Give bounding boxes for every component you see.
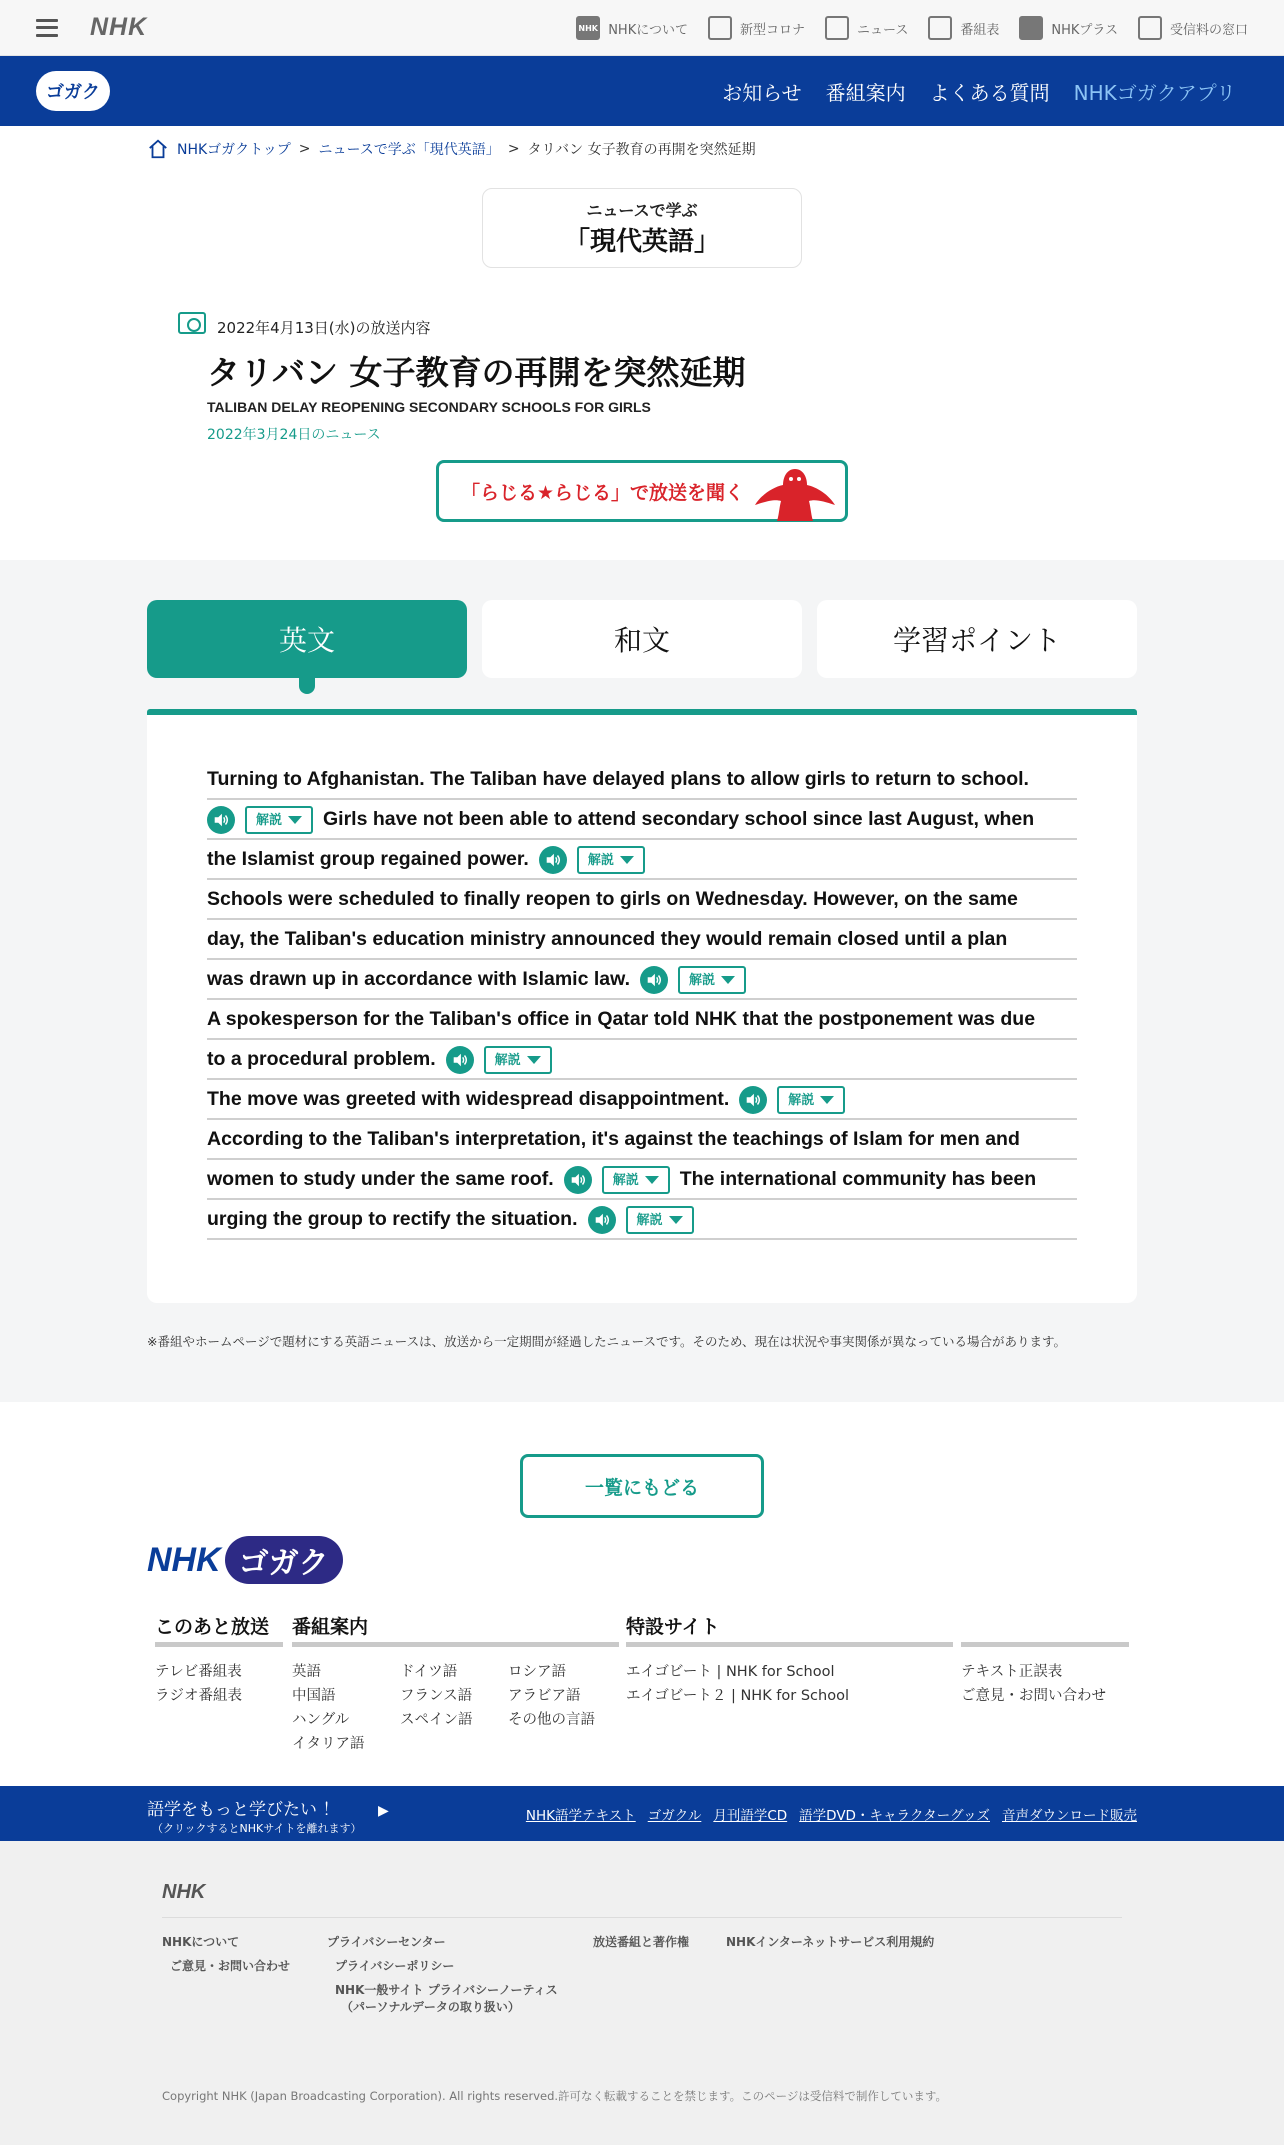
promo-links [526, 1804, 1137, 1824]
breadcrumb-separator: > [507, 141, 520, 157]
explanation-toggle-label: 解説 [255, 812, 282, 828]
listen-radiru-button[interactable] [436, 460, 848, 522]
footer-heading-special: 特設サイト [626, 1616, 720, 1638]
breadcrumb [147, 138, 756, 160]
fee-icon [1138, 16, 1162, 40]
nhkplus-icon [1019, 16, 1043, 40]
promo-link[interactable]: 語学DVD・キャラクターグッズ [799, 1808, 990, 1824]
footer-link-language[interactable]: アラビア語 [508, 1688, 581, 1704]
explanation-toggle-label: 解説 [688, 972, 715, 988]
gfooter-link-copyright[interactable]: 放送番組と著作権 [593, 1935, 690, 1949]
article-line [207, 1160, 1077, 1200]
footer-heading-upcoming: このあと放送 [155, 1616, 270, 1638]
util-link-news[interactable] [825, 16, 908, 40]
explanation-toggle-label: 解説 [636, 1212, 663, 1228]
footer-link-language[interactable]: 中国語 [292, 1688, 336, 1704]
home-icon [147, 138, 169, 160]
explanation-toggle-label: 解説 [612, 1172, 639, 1188]
gogaku-logo[interactable]: ゴガク [36, 71, 110, 111]
footer-logo[interactable] [147, 1536, 343, 1584]
nav-link-news[interactable]: お知らせ [722, 80, 802, 105]
explanation-toggle-button[interactable] [245, 806, 313, 834]
footer-rule [626, 1642, 953, 1647]
sentence-text: A spokesperson for the Taliban's office in Qatar told NHK that the postponement was due [207, 1008, 1036, 1031]
main-nav [0, 56, 1284, 126]
gfooter-link-about[interactable]: NHKについて [162, 1935, 240, 1949]
radio-icon [178, 312, 206, 334]
footer-link-contact[interactable]: ご意見・お問い合わせ [961, 1688, 1106, 1704]
footer-link-special[interactable]: エイゴビート | NHK for School [626, 1664, 835, 1680]
util-link-corona[interactable] [708, 16, 805, 40]
explanation-toggle-button[interactable] [484, 1046, 552, 1074]
breadcrumb-home[interactable]: NHKゴガクトップ [177, 142, 291, 158]
menu-icon[interactable] [36, 19, 58, 37]
footer-link-radio[interactable]: ラジオ番組表 [155, 1688, 242, 1704]
article-line [207, 840, 1077, 880]
promo-link[interactable]: NHK語学テキスト [525, 1808, 636, 1824]
util-link-label: 受信料の窓口 [1169, 22, 1248, 38]
footer-rule [292, 1642, 619, 1647]
sentence-text: urging the group to rectify the situation. [207, 1208, 578, 1231]
sentence-text: women to study under the same roof. [207, 1168, 554, 1191]
footer-heading-programs: 番組案内 [292, 1616, 369, 1638]
speaker-icon[interactable] [539, 846, 567, 874]
article-line [207, 920, 1077, 960]
explanation-toggle-label: 解説 [788, 1092, 815, 1108]
article-line [207, 1040, 1077, 1080]
global-footer-rule [162, 1917, 1122, 1918]
util-link-fee[interactable] [1138, 16, 1248, 40]
article-line [207, 1120, 1077, 1160]
footer-rule [961, 1642, 1129, 1647]
util-link-about[interactable] [576, 16, 688, 40]
chevron-down-icon [645, 1176, 659, 1184]
speaker-icon[interactable] [588, 1206, 616, 1234]
speaker-icon[interactable] [564, 1166, 592, 1194]
util-link-label: 新型コロナ [739, 22, 805, 38]
sentence-text: the Islamist group regained power. [207, 848, 529, 871]
sentence-text: Turning to Afghanistan. The Taliban have delayed plans to allow girls to return to school. [207, 768, 1029, 791]
explanation-toggle-button[interactable] [777, 1086, 845, 1114]
nav-link-faq[interactable]: よくある質問 [929, 80, 1050, 105]
footer-logo-gogaku: ゴガク [225, 1536, 343, 1584]
footer-link-errata[interactable]: テキスト正誤表 [961, 1664, 1063, 1680]
utility-nav [576, 0, 1248, 56]
breadcrumb-series[interactable]: ニュースで学ぶ「現代英語」 [318, 142, 500, 158]
footer-link-language[interactable]: フランス語 [400, 1688, 473, 1704]
copyright-text: Copyright NHK (Japan Broadcasting Corporation). All rights reserved.許可なく転載することを禁じます。このページは受信料で制作しています。 [162, 2089, 947, 2103]
promo-link[interactable]: ゴガクル [647, 1808, 702, 1824]
article-line [207, 960, 1077, 1000]
sentence-text: to a procedural problem. [207, 1048, 436, 1071]
util-link-label: 番組表 [960, 22, 1000, 38]
news-date: 2022年3月24日のニュース [207, 427, 381, 443]
utility-bar [0, 0, 1284, 56]
footer-link-language[interactable]: ドイツ語 [400, 1664, 458, 1680]
breadcrumb-current: タリバン 女子教育の再開を突然延期 [527, 142, 756, 158]
page-title-english: TALIBAN DELAY REOPENING SECONDARY SCHOOLS FOR GIRLS [207, 399, 651, 415]
play-arrow-icon[interactable]: ▶ [378, 1803, 389, 1819]
global-footer [0, 1841, 1284, 2145]
chevron-down-icon [669, 1216, 683, 1224]
speaker-icon[interactable] [446, 1046, 474, 1074]
promo-title[interactable]: 語学をもっと学びたい ！ [147, 1800, 340, 1820]
news-icon [825, 16, 849, 40]
footer-link-tv[interactable]: テレビ番組表 [155, 1664, 242, 1680]
footer-link-language[interactable]: その他の言語 [508, 1712, 595, 1728]
breadcrumb-separator: > [298, 141, 311, 157]
util-link-nhkplus[interactable] [1019, 16, 1118, 40]
series-logo[interactable] [482, 188, 802, 268]
gfooter-link-terms[interactable]: NHKインターネットサービス利用規約 [726, 1935, 935, 1949]
promo-banner [0, 1786, 1284, 1841]
sentence-text: According to the Taliban's interpretation, it's against the teachings of Islam for men and [207, 1128, 1020, 1151]
article-line [207, 800, 1077, 840]
series-logo-line1: ニュースで学ぶ [586, 201, 698, 220]
gfooter-link-privacy-notice-sub[interactable]: （パーソナルデータの取り扱い） [341, 2000, 520, 2014]
footer-link-language[interactable]: スペイン語 [400, 1712, 473, 1728]
speaker-icon[interactable] [207, 806, 235, 834]
broadcast-date: 2022年4月13日(水)の放送内容 [217, 319, 431, 337]
promo-link[interactable]: 月刊語学CD [713, 1808, 788, 1824]
nav-link-programs[interactable]: 番組案内 [825, 80, 906, 105]
nav-link-app[interactable]: NHKゴガクアプリ [1073, 80, 1236, 105]
footer-link-language[interactable]: 英語 [292, 1664, 321, 1680]
promo-link[interactable]: 音声ダウンロード販売 [1002, 1808, 1137, 1824]
util-link-label: NHKについて [608, 22, 688, 38]
article-line [207, 1000, 1077, 1040]
explanation-toggle-button[interactable] [678, 966, 746, 994]
gfooter-link-privacy-policy[interactable]: プライバシーポリシー [335, 1959, 455, 1973]
article-line [207, 1200, 1077, 1240]
gfooter-link-privacy-notice[interactable]: NHK一般サイト プライバシーノーティス [335, 1983, 558, 1997]
back-to-list-button[interactable]: 一覧にもどる [520, 1454, 764, 1518]
footer-link-language[interactable]: イタリア語 [292, 1736, 365, 1752]
nhk-logo[interactable]: NHK [90, 13, 148, 41]
sentence-text: Girls have not been able to attend secondary school since last August, when [323, 808, 1035, 831]
tab-japanese[interactable]: 和文 [482, 600, 802, 678]
chevron-down-icon [620, 856, 634, 864]
util-link-label: ニュース [856, 22, 909, 38]
sentence-text: The international community has been [679, 1168, 1037, 1191]
sentence-text: The move was greeted with widespread disappointment. [207, 1088, 730, 1111]
gfooter-link-contact[interactable]: ご意見・お問い合わせ [170, 1959, 291, 1973]
mascot-icon [753, 465, 837, 521]
global-footer-logo[interactable]: NHK [162, 1881, 206, 1903]
speaker-icon[interactable] [640, 966, 668, 994]
main-nav-links [722, 56, 1236, 126]
article-line [207, 1080, 1077, 1120]
footer-link-special[interactable]: エイゴビート２ | NHK for School [626, 1688, 849, 1704]
gfooter-link-privacy-center[interactable]: プライバシーセンター [327, 1935, 446, 1949]
chevron-down-icon [527, 1056, 541, 1064]
explanation-toggle-button[interactable] [626, 1206, 694, 1234]
schedule-icon [928, 16, 952, 40]
tab-english[interactable]: 英文 [147, 600, 467, 678]
sentence-text: day, the Taliban's education ministry announced they would remain closed until a plan [207, 928, 1008, 951]
article-line [207, 760, 1077, 800]
promo-subtitle: （クリックするとNHKサイトを離れます） [152, 1822, 362, 1835]
notice-text: ※番組やホームページで題材にする英語ニュースは、放送から一定期間が経過したニュースです。そのため、現在は状況や事実関係が異なっている場合があります。 [147, 1334, 1066, 1349]
chevron-down-icon [288, 816, 302, 824]
footer-logo-nhk: NHK [147, 1540, 221, 1579]
listen-button-label: 「らじる★らじる」で放送を聞く [461, 481, 745, 504]
article-line [207, 880, 1077, 920]
page-title: タリバン 女子教育の再開を突然延期 [207, 353, 746, 392]
explanation-toggle-label: 解説 [494, 1052, 521, 1068]
tab-learning-points[interactable]: 学習ポイント [817, 600, 1137, 678]
footer-link-language[interactable]: ハングル [292, 1712, 350, 1728]
explanation-toggle-button[interactable] [602, 1166, 670, 1194]
speaker-icon[interactable] [739, 1086, 767, 1114]
explanation-toggle-label: 解説 [587, 852, 614, 868]
sentence-text: was drawn up in accordance with Islamic law. [207, 968, 630, 991]
explanation-toggle-button[interactable] [577, 846, 645, 874]
util-link-label: NHKプラス [1051, 22, 1118, 38]
chevron-down-icon [721, 976, 735, 984]
corona-icon [708, 16, 732, 40]
footer-rule [155, 1642, 283, 1647]
footer-link-language[interactable]: ロシア語 [508, 1664, 566, 1680]
series-logo-line2: 「現代英語」 [563, 227, 720, 257]
sentence-text: Schools were scheduled to finally reopen to girls on Wednesday. However, on the same [207, 888, 1018, 911]
util-link-schedule[interactable] [928, 16, 999, 40]
chevron-down-icon [820, 1096, 834, 1104]
nhk-icon: NHK [576, 16, 600, 40]
